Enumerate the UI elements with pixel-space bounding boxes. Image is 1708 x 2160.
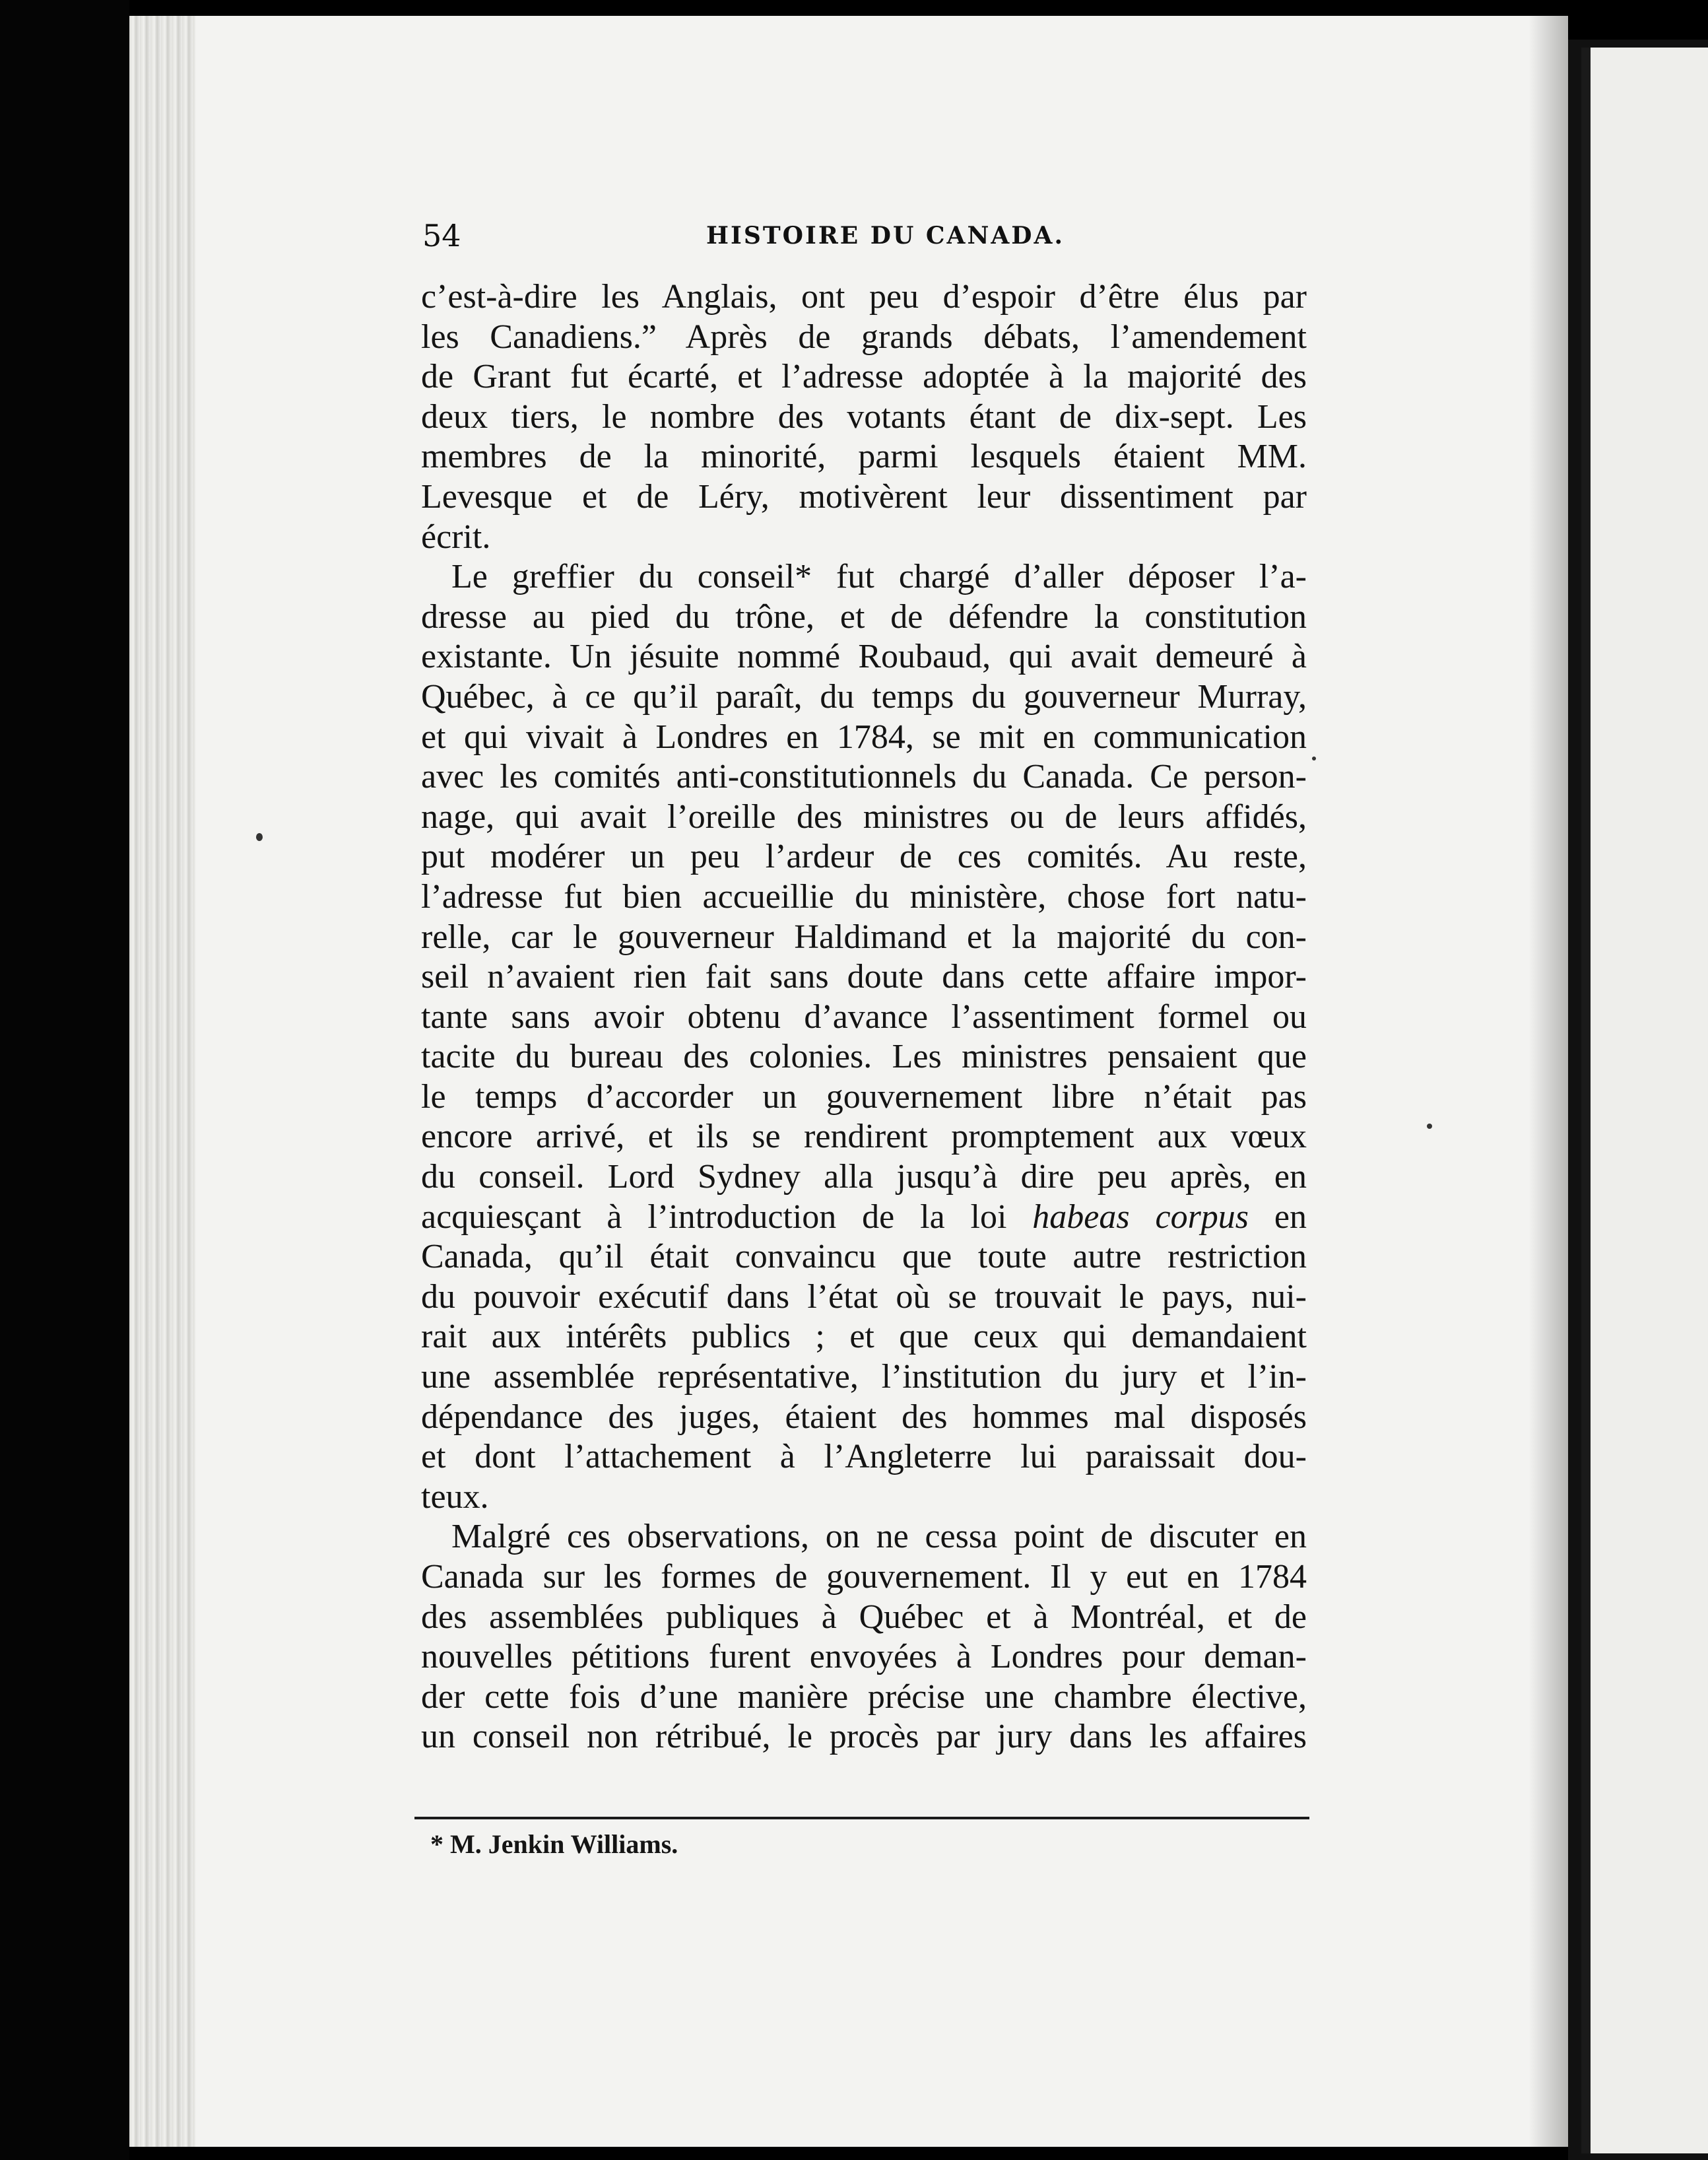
text-line: deux tiers, le nombre des votants étant de dix-sept. Les — [421, 397, 1307, 436]
text-line: des assemblées publiques à Québec et à Montréal, et de — [421, 1598, 1307, 1636]
text-line: et qui vivait à Londres en 1784, se mit en communication — [421, 718, 1307, 756]
text-line: der cette fois d’une manière précise une chambre élective, — [421, 1677, 1307, 1716]
facing-page — [1581, 48, 1708, 2153]
text-line: seil n’avaient rien fait sans doute dans cette affaire impor- — [421, 958, 1307, 996]
text-line: dresse au pied du trône, et de défendre la constitution — [421, 597, 1307, 636]
text-line: Le greffier du conseil* fut chargé d’aller déposer l’a- — [451, 558, 1307, 596]
scan-speck — [1312, 757, 1316, 760]
text-line: du conseil. Lord Sydney alla jusqu’à dire peu après, en — [421, 1158, 1307, 1196]
text-line: encore arrivé, et ils se rendirent promptement aux vœux — [421, 1118, 1307, 1156]
body-text — [421, 277, 1307, 1757]
text-line: avec les comités anti-constitutionnels du Canada. Ce person- — [421, 758, 1307, 796]
italic-term: habeas corpus — [1032, 1198, 1249, 1236]
text-line: existante. Un jésuite nommé Roubaud, qui avait demeuré à — [421, 638, 1307, 676]
text-line: relle, car le gouverneur Haldimand et la majorité du con- — [421, 918, 1307, 956]
text-line: Malgré ces observations, on ne cessa point de discuter en — [451, 1518, 1307, 1556]
footnote-rule — [414, 1817, 1309, 1819]
text-line: l’adresse fut bien accueillie du ministère, chose fort natu- — [421, 877, 1307, 916]
text-line: et dont l’attachement à l’Angleterre lui paraissait dou- — [421, 1438, 1307, 1476]
running-head: HISTOIRE DU CANADA. — [706, 222, 1065, 250]
text-line: Québec, à ce qu’il paraît, du temps du gouverneur Murray, — [421, 677, 1307, 716]
text-line: du pouvoir exécutif dans l’état où se trouvait le pays, nui- — [421, 1277, 1307, 1316]
text-line: un conseil non rétribué, le procès par jury dans les affaires — [421, 1718, 1307, 1756]
scan-speck — [256, 833, 263, 841]
binding-shadow — [1528, 16, 1568, 2147]
text-line: Canada sur les formes de gouvernement. Il y eut en 1784 — [421, 1558, 1307, 1596]
text-line: nage, qui avait l’oreille des ministres ou de leurs affidés, — [421, 797, 1307, 836]
page-header — [422, 218, 1307, 257]
text-line: écrit. — [421, 518, 491, 556]
scan-speck — [1427, 1124, 1432, 1129]
text-line: le temps d’accorder un gouvernement libre n’était pas — [421, 1077, 1307, 1116]
text-line: membres de la minorité, parmi lesquels étaient MM. — [421, 438, 1307, 476]
text-line: rait aux intérêts publics ; et que ceux qui demandaient — [421, 1318, 1307, 1356]
page-edges — [129, 16, 195, 2147]
text-line: Canada, qu’il était convaincu que toute autre restriction — [421, 1238, 1307, 1276]
text-line: une assemblée représentative, l’institution du jury et l’in- — [421, 1358, 1307, 1396]
text-line: teux. — [421, 1477, 489, 1516]
text-line: acquiesçant à l’introduction de la loi habeas corpus en — [421, 1198, 1307, 1236]
text-line: c’est-à-dire les Anglais, ont peu d’espoir d’être élus par — [421, 278, 1307, 316]
scan-border-left — [0, 0, 129, 2160]
text-line: put modérer un peu l’ardeur de ces comités. Au reste, — [421, 838, 1307, 876]
footnote: * M. Jenkin Williams. — [430, 1829, 678, 1859]
text-line: Levesque et de Léry, motivèrent leur dissentiment par — [421, 477, 1307, 516]
text-line: tacite du bureau des colonies. Les ministres pensaient que — [421, 1038, 1307, 1076]
text-line: nouvelles pétitions furent envoyées à Londres pour deman- — [421, 1638, 1307, 1676]
text-line: de Grant fut écarté, et l’adresse adoptée à la majorité des — [421, 358, 1307, 396]
text-line: tante sans avoir obtenu d’avance l’assentiment formel ou — [421, 997, 1307, 1036]
text-line: dépendance des juges, étaient des hommes mal disposés — [421, 1398, 1307, 1436]
text-line: les Canadiens.” Après de grands débats, l’amendement — [421, 318, 1307, 356]
page-number: 54 — [422, 218, 461, 253]
